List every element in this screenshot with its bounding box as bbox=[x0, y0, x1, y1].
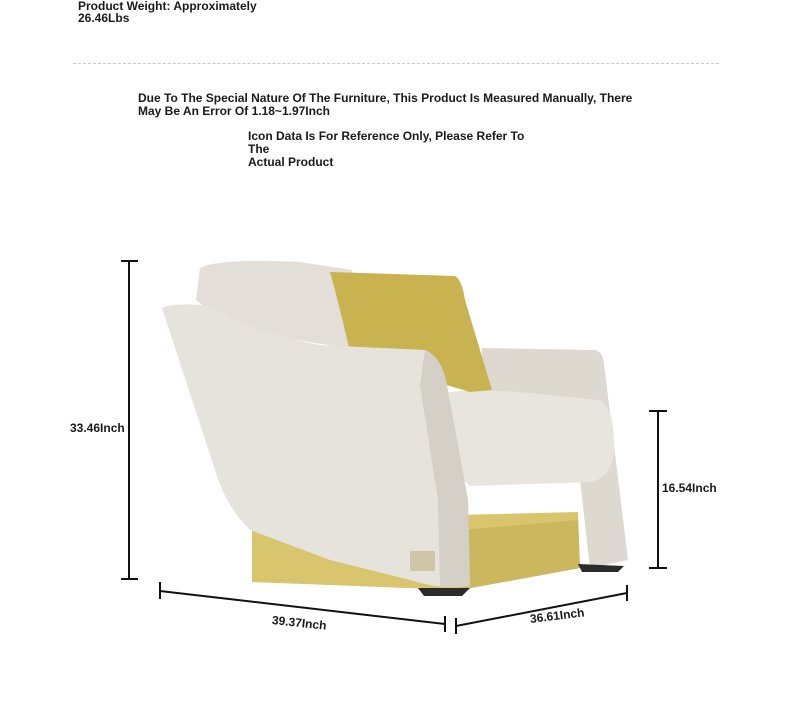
seat-cushion bbox=[440, 391, 614, 486]
reference-note-line1: Icon Data Is For Reference Only, Please Refer To The bbox=[248, 129, 525, 156]
height-label: 33.46Inch bbox=[70, 421, 125, 435]
reference-note-line2: Actual Product bbox=[248, 155, 334, 169]
measurement-note: Due To The Special Nature Of The Furniture, This Product Is Measured Manually, There May Be An Error Of 1.18~1.97Inch bbox=[138, 91, 633, 118]
product-weight-value: 26.46Lbs bbox=[78, 11, 130, 25]
product-weight-label: Product Weight: Approximately bbox=[78, 0, 257, 13]
chair-foot-front bbox=[418, 588, 470, 596]
seat-height-label: 16.54Inch bbox=[662, 481, 717, 495]
armchair-image bbox=[162, 261, 628, 596]
height-dimension-line bbox=[121, 261, 138, 579]
depth-label: 36.61Inch bbox=[529, 605, 586, 626]
width-label: 39.37Inch bbox=[271, 613, 328, 633]
chair-foot-right bbox=[578, 564, 624, 572]
